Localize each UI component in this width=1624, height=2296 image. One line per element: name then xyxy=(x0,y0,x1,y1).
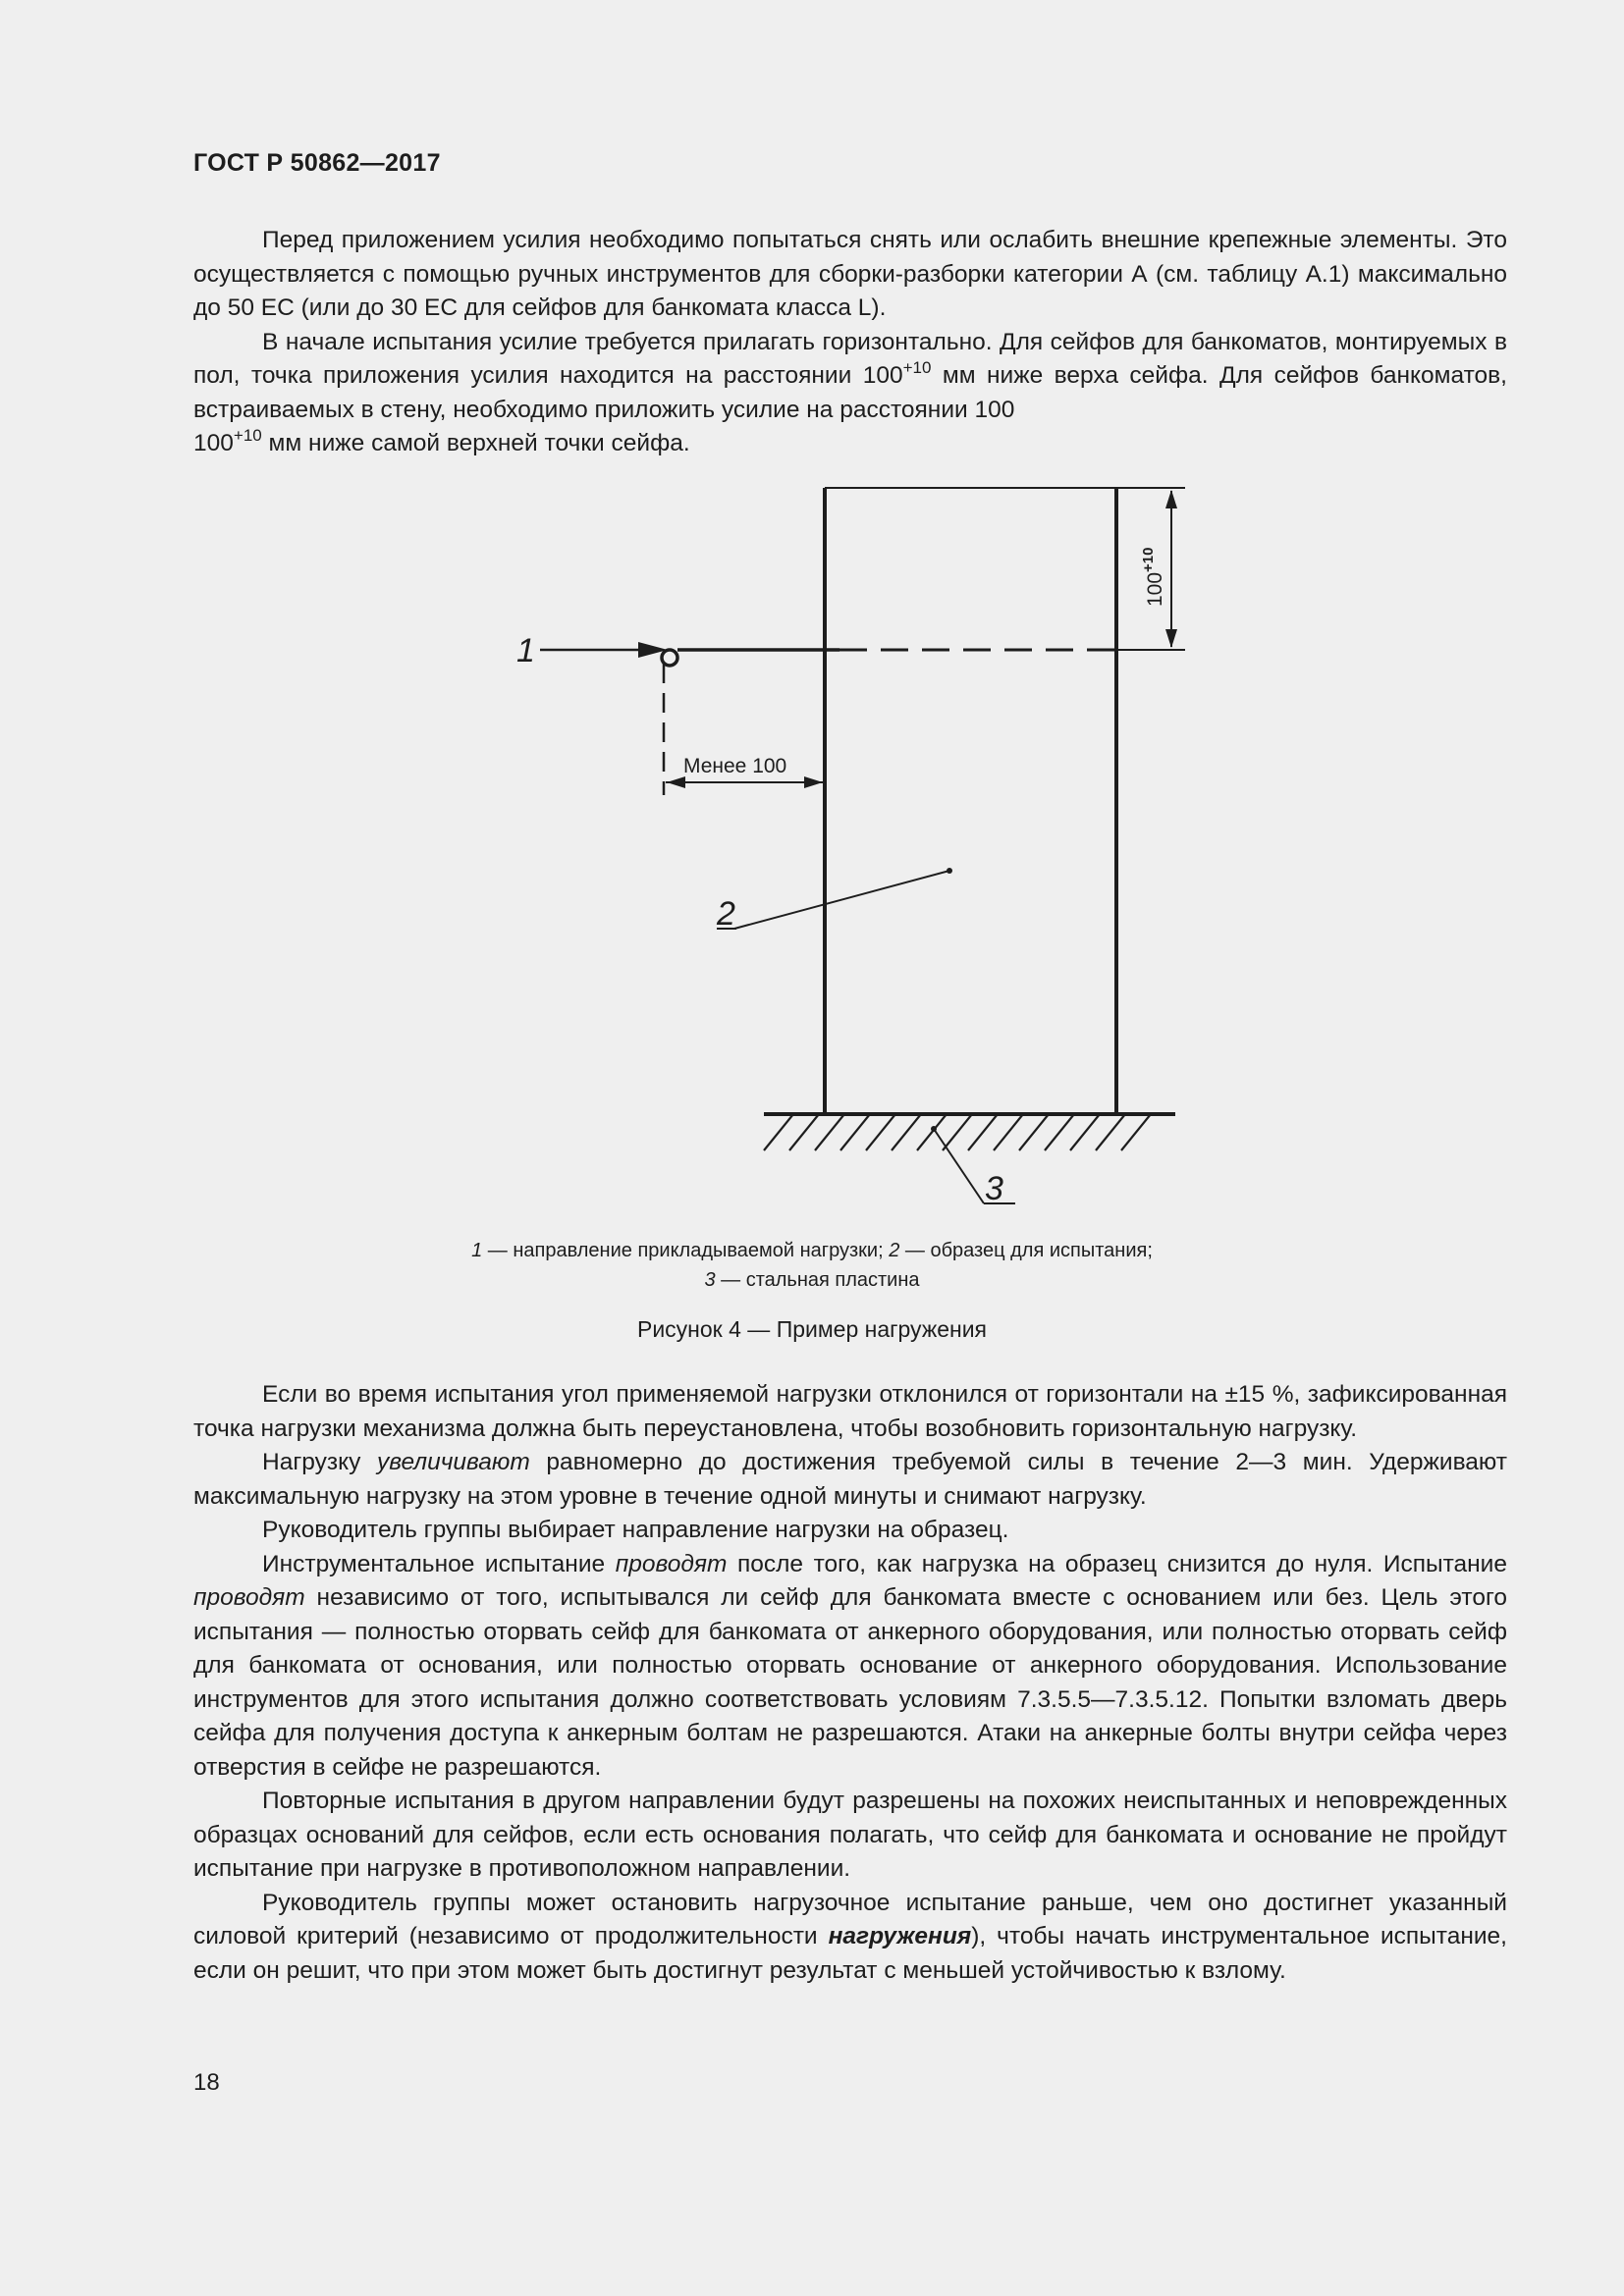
ground-hatching xyxy=(764,1114,1151,1150)
dim-less-label: Менее 100 xyxy=(683,755,787,777)
dim-arrowhead-up-icon xyxy=(1165,490,1177,508)
leader-dot-icon xyxy=(947,868,952,874)
hatch-line xyxy=(917,1114,947,1150)
figure-label-3: 3 xyxy=(985,1170,1003,1207)
force-point-icon xyxy=(662,650,677,666)
hatch-line xyxy=(815,1114,844,1150)
dim-arrowhead-right-icon xyxy=(804,776,823,788)
figure-label-1: 1 xyxy=(516,632,535,669)
dim-arrowhead-down-icon xyxy=(1165,629,1177,648)
paragraph: Повторные испытания в другом направлении будут разрешены на похожих неиспытанных и неповрежденных образцах оснований для сейфов, если есть основания полагать, что сейф для банкомата и основание не пройдут испытание при нагрузке в противоположном направлении. xyxy=(193,1788,1507,1882)
paragraph: Инструментальное испытание проводят после того, как нагрузка на образец снизится до нуля. Испытание проводят независимо от того, испытывался ли сейф для банкомата вместе с основанием или без. Цель этого испытания — полностью оторвать сейф для банкомата от анкерного оборудования, или полностью оторвать сейф для банкомата от основания, или полностью оторвать основание от анкерного оборудования. Использование инструментов для этого испытания должно соответствовать условиям 7.3.5.5—7.3.5.12. Попытки взломать дверь сейфа для получения доступа к анкерным болтам не разрешаются. Атаки на анкерные болты внутри сейфа через отверстия в сейфе не разрешаются. xyxy=(193,1550,1507,1781)
figure-legend: 1 — направление прикладываемой нагрузки; 2 — образец для испытания; 3 — стальная пластина xyxy=(471,1240,1153,1291)
dim-arrowhead-left-icon xyxy=(667,776,685,788)
document-header: ГОСТ Р 50862—2017 xyxy=(193,149,441,177)
paragraph: Нагрузку увеличивают равномерно до достижения требуемой силы в течение 2—3 мин. Удерживают максимальную нагрузку на этом уровне в течение одной минуты и снимают нагрузку. xyxy=(193,1449,1507,1510)
hatch-line xyxy=(764,1114,793,1150)
hatch-line xyxy=(1045,1114,1074,1150)
hatch-line xyxy=(866,1114,895,1150)
hatch-line xyxy=(1019,1114,1049,1150)
hatch-line xyxy=(892,1114,921,1150)
hatch-line xyxy=(1070,1114,1100,1150)
paragraph: Перед приложением усилия необходимо попытаться снять или ослабить внешние крепежные элементы. Это осуществляется с помощью ручных инструментов для сборки-разборки категории А (см. таблицу А.1) максимально до 50 ЕС (или до 30 ЕС для сейфов для банкомата класса L). xyxy=(193,227,1507,321)
hatch-line xyxy=(994,1114,1023,1150)
hatch-line xyxy=(1096,1114,1125,1150)
hatch-line xyxy=(1121,1114,1151,1150)
paragraph: Если во время испытания угол применяемой нагрузки отклонился от горизонтали на ±15 %, зафиксированная точка нагрузки механизма должна быть переустановлена, чтобы возобновить горизонтальную нагрузку. xyxy=(193,1381,1507,1442)
hatch-line xyxy=(968,1114,998,1150)
paragraph: Руководитель группы выбирает направление нагрузки на образец. xyxy=(262,1517,1009,1543)
hatch-line xyxy=(943,1114,972,1150)
page-number: 18 xyxy=(193,2069,220,2096)
figure-title: Рисунок 4 — Пример нагружения xyxy=(636,1316,988,1342)
dim-top-label: $100^{+10}$ xyxy=(1140,547,1166,607)
hatch-line xyxy=(840,1114,870,1150)
figure-label-2: 2 xyxy=(717,895,735,933)
value-100: 100 xyxy=(193,430,234,456)
leader-2 xyxy=(734,871,949,929)
hatch-line xyxy=(789,1114,819,1150)
paragraph: В начале испытания усилие требуется прилагать горизонтально. Для сейфов для банкоматов, монтируемых в пол, точка приложения усилия находится на расстоянии $100^{+10}$ мм ниже верха сейфа. Для сейфов банкоматов, встраиваемых в стену, необходимо приложить усилие на расстоянии 100 $100^{+10}$ мм ниже самой верхней точки сейфа. xyxy=(193,328,1507,456)
intro-text xyxy=(193,224,1507,461)
loading-diagram xyxy=(0,461,1624,1207)
main-text xyxy=(193,1378,1507,1988)
paragraph: Руководитель группы может остановить нагрузочное испытание раньше, чем оно достигнет указанный силовой критерий (независимо от продолжительности нагружения), чтобы начать инструментальное испытание, если он решит, что при этом может быть достигнут результат с меньшей устойчивостью к взлому. xyxy=(193,1889,1507,1984)
